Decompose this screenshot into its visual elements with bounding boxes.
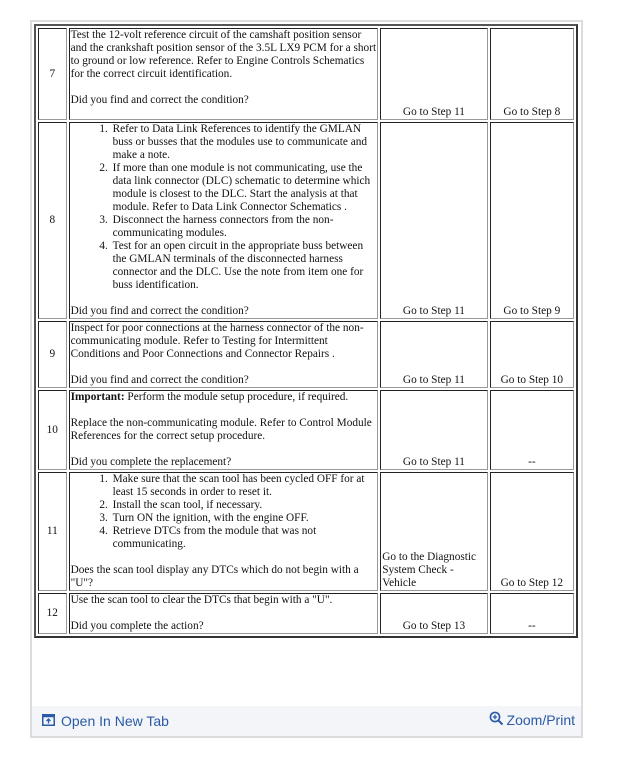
- important-text: Perform the module setup procedure, if required.: [124, 391, 349, 403]
- list-item: 2. Install the scan tool, if necessary.: [111, 499, 377, 512]
- step-action: [69, 28, 379, 120]
- step-instruction: Test the 12-volt reference circuit of the camshaft position sensor and the crankshaft position sensor of the 3.5L LX9 PCM for a short to ground or low reference. Refer to Engine Controls Schematics for the correct circuit identification.: [70, 29, 377, 80]
- step-instruction: Use the scan tool to clear the DTCs that begin with a "U".: [70, 594, 333, 606]
- step-question: Did you complete the replacement?: [70, 456, 232, 468]
- step-action: [69, 321, 379, 388]
- list-item: 4. Test for an open circuit in the appropriate buss between the GMLAN terminals of the disconnected harness connector and the DLC. Use the note from item one for buss identification.: [111, 240, 377, 292]
- no-link: --: [490, 593, 574, 634]
- table-row-step-8: [38, 122, 574, 319]
- step-number: 10: [38, 390, 67, 470]
- table-row-step-7: [38, 28, 574, 120]
- zoom-print-label: Zoom/Print: [506, 712, 575, 728]
- list-item: 2. If more than one module is not communicating, use the data link connector (DLC) schematic to determine which module is closest to the DLC. Start the analysis at that module. Refer to Data Link Connector Schematics .: [111, 162, 377, 214]
- diagnostic-steps-table: [34, 24, 578, 638]
- yes-link[interactable]: Go to Step 11: [380, 321, 487, 388]
- step-action: [69, 390, 379, 470]
- step-action: [69, 472, 379, 591]
- step-number: 8: [38, 122, 67, 319]
- no-link[interactable]: Go to Step 12: [490, 472, 574, 591]
- step-number: 7: [38, 28, 67, 120]
- step-question: Did you complete the action?: [70, 620, 204, 632]
- step-question: Did you find and correct the condition?: [70, 374, 249, 386]
- table-row-step-12: [38, 593, 574, 634]
- step-instruction: Replace the non-communicating module. Refer to Control Module References for the correct setup procedure.: [70, 417, 372, 442]
- important-note: [71, 391, 377, 404]
- no-link: --: [490, 390, 574, 470]
- step-question: Did you find and correct the condition?: [70, 94, 249, 106]
- step-instruction: Inspect for poor connections at the harness connector of the non-communicating module. Refer to Testing for Intermittent Conditions and Poor Connections and Connector Repairs .: [70, 322, 364, 360]
- table-row-step-11: [38, 472, 574, 591]
- document-footer: [30, 706, 583, 738]
- yes-link[interactable]: Go to Step 13: [380, 593, 487, 634]
- step-question: Did you find and correct the condition?: [70, 305, 249, 317]
- yes-link[interactable]: Go to Step 11: [380, 122, 487, 319]
- list-item: 1. Make sure that the scan tool has been cycled OFF for at least 15 seconds in order to reset it.: [111, 473, 377, 499]
- no-link[interactable]: Go to Step 8: [490, 28, 574, 120]
- no-link[interactable]: Go to Step 10: [490, 321, 574, 388]
- step-question: Does the scan tool display any DTCs which do not begin with a "U"?: [70, 564, 359, 589]
- zoom-print-link[interactable]: [489, 711, 575, 729]
- table-row-step-10: [38, 390, 574, 470]
- step-action: [69, 593, 379, 634]
- step-number: 11: [38, 472, 67, 591]
- important-label: Important:: [70, 391, 125, 403]
- zoom-in-icon: [489, 711, 504, 729]
- yes-link[interactable]: Go to the Diagnostic System Check - Vehicle: [380, 472, 487, 591]
- open-new-tab-icon: [42, 713, 55, 729]
- yes-link[interactable]: Go to Step 11: [380, 390, 487, 470]
- yes-link[interactable]: Go to Step 11: [380, 28, 487, 120]
- table-row-step-9: [38, 321, 574, 388]
- step-list: [71, 473, 377, 551]
- step-list: [71, 123, 377, 292]
- open-new-tab-link[interactable]: [42, 713, 169, 729]
- step-number: 12: [38, 593, 67, 634]
- list-item: 1. Refer to Data Link References to identify the GMLAN buss or busses that the modules use to communicate and make a note.: [111, 123, 377, 162]
- open-new-tab-label: Open In New Tab: [61, 713, 169, 729]
- no-link[interactable]: Go to Step 9: [490, 122, 574, 319]
- step-number: 9: [38, 321, 67, 388]
- list-item: 3. Disconnect the harness connectors from the non-communicating modules.: [111, 214, 377, 240]
- list-item: 3. Turn ON the ignition, with the engine OFF.: [111, 512, 377, 525]
- step-action: [69, 122, 379, 319]
- list-item: 4. Retrieve DTCs from the module that was not communicating.: [111, 525, 377, 551]
